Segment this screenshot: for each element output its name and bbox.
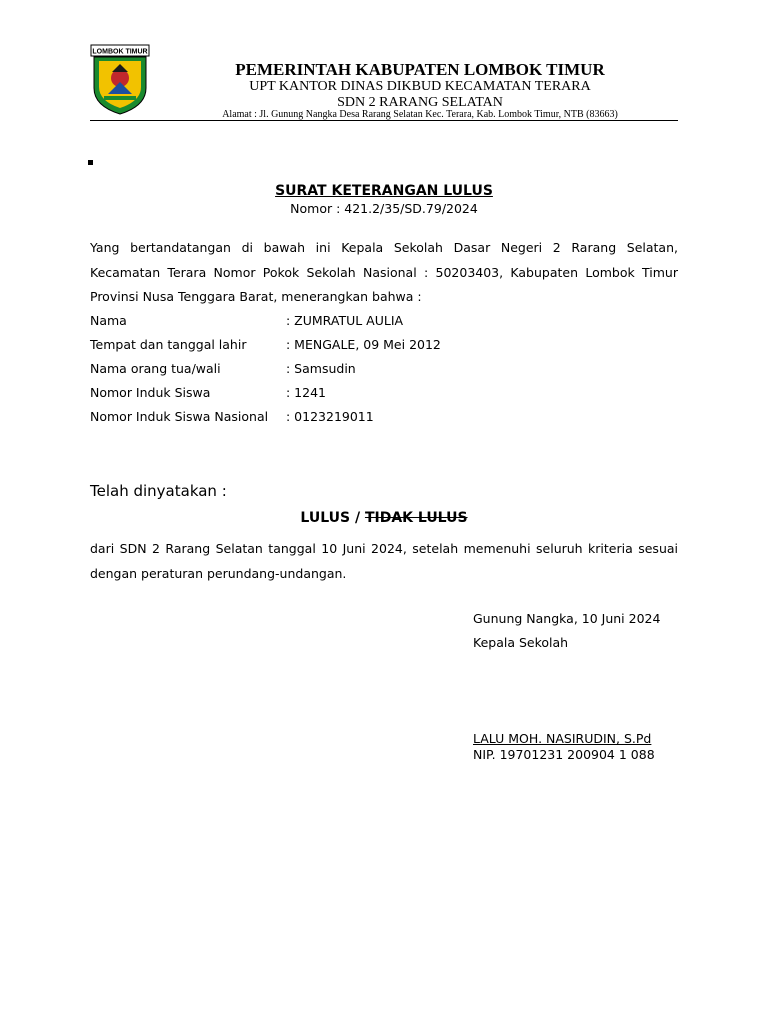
regency-logo — [90, 44, 150, 114]
closing-paragraph: dari SDN 2 Rarang Selatan tanggal 10 Juni 2024, setelah memenuhi seluruh kriteria sesuai dengan peraturan perundang-undangan. — [90, 541, 678, 581]
field-value: : 0123219011 — [286, 409, 374, 424]
signature-position: Kepala Sekolah — [473, 635, 569, 650]
status-fail-struck: TIDAK LULUS — [364, 510, 468, 526]
signature-nip: NIP. 19701231 200904 1 088 — [473, 747, 655, 762]
signature-place-date: Gunung Nangka, 10 Juni 2024 — [473, 611, 661, 626]
field-row — [90, 385, 326, 400]
field-label: Nama orang tua/wali — [90, 361, 221, 376]
field-row — [90, 361, 356, 376]
field-row — [90, 409, 374, 424]
school-address: Alamat : Jl. Gunung Nangka Desa Rarang Selatan Kec. Terara, Kab. Lombok Timur, NTB (83663) — [222, 109, 618, 120]
logo-label: LOMBOK TIMUR — [92, 48, 148, 56]
field-label: Tempat dan tanggal lahir — [90, 337, 247, 352]
signature-name: LALU MOH. NASIRUDIN, S.Pd — [473, 731, 652, 746]
field-value: : 1241 — [286, 385, 326, 400]
letter-title: SURAT KETERANGAN LULUS — [275, 183, 493, 199]
intro-paragraph: Yang bertandatangan di bawah ini Kepala Sekolah Dasar Negeri 2 Rarang Selatan, Kecamatan Terara Nomor Pokok Sekolah Nasional : 50203403, Kabupaten Lombok Timur Provinsi Nusa Tenggara Barat, menerangkan bahwa : — [90, 240, 678, 304]
field-value: : Samsudin — [286, 361, 356, 376]
bullet-mark — [88, 160, 93, 165]
office-header: UPT KANTOR DINAS DIKBUD KECAMATAN TERARA — [249, 79, 591, 94]
declared-label: Telah dinyatakan : — [90, 482, 227, 500]
status-pass: LULUS / — [300, 510, 365, 526]
field-value: : MENGALE, 09 Mei 2012 — [286, 337, 441, 352]
field-label: Nomor Induk Siswa — [90, 385, 211, 400]
government-header: PEMERINTAH KABUPATEN LOMBOK TIMUR — [235, 60, 605, 79]
school-name: SDN 2 RARANG SELATAN — [337, 95, 503, 110]
field-row — [90, 313, 404, 328]
letter-number: Nomor : 421.2/35/SD.79/2024 — [290, 201, 478, 216]
field-label: Nama — [90, 313, 127, 328]
graduation-status — [90, 510, 678, 526]
field-value: : ZUMRATUL AULIA — [286, 313, 404, 328]
field-row — [90, 337, 441, 352]
header-divider — [90, 120, 678, 121]
field-label: Nomor Induk Siswa Nasional — [90, 409, 269, 424]
